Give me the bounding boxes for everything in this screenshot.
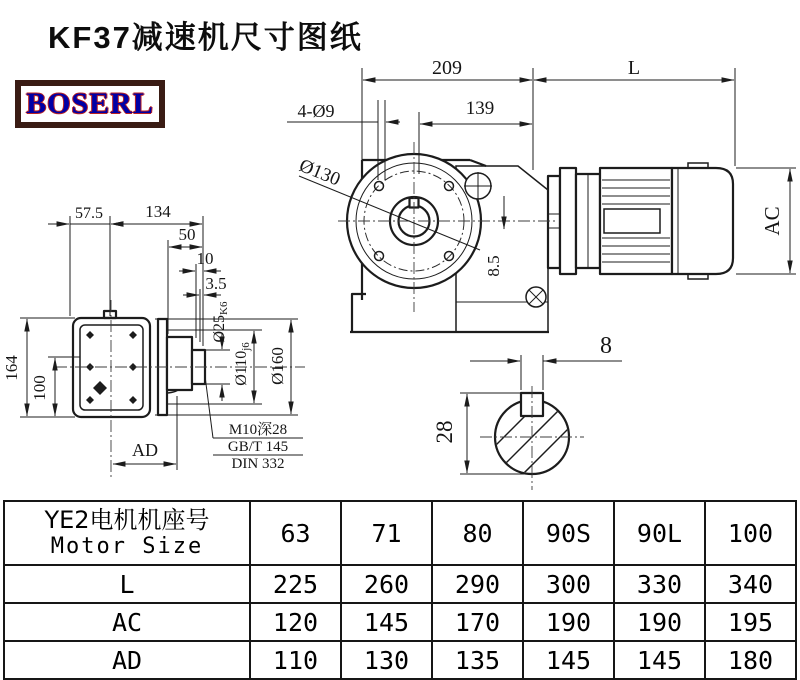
- dim-label-pilot-dia: [233, 342, 252, 386]
- dimension-table: [3, 500, 797, 680]
- dim-label-L: L: [627, 57, 641, 79]
- dim-label-4-holes: 4-Ø9: [297, 101, 335, 121]
- table-cell: 145: [523, 641, 614, 679]
- row-label-AD: AD: [4, 641, 250, 679]
- dim-label-57-5: 57.5: [75, 205, 103, 222]
- table-cell: 330: [614, 565, 705, 603]
- dim-label-3-5: 3.5: [205, 274, 227, 293]
- table-cell: 195: [705, 603, 796, 641]
- dim-label-key-width: 8: [600, 333, 612, 359]
- dim-label-10: 10: [196, 249, 214, 268]
- table-row-L: [4, 565, 796, 603]
- brand-logo-text: BOSERL: [26, 87, 154, 120]
- dim-label-209: 209: [432, 57, 462, 79]
- dim-label-50: 50: [178, 225, 196, 244]
- table-col-80: 80: [432, 501, 523, 565]
- table-cell: 340: [705, 565, 796, 603]
- dim-label-AD: AD: [132, 440, 158, 460]
- note-tapped-hole: M10深28: [228, 422, 288, 438]
- note-din-standard: DIN 332: [231, 456, 285, 472]
- dim-label-134: 134: [145, 202, 171, 221]
- dim-label-shaft-dia: [211, 301, 230, 343]
- motor-side-view: [548, 163, 733, 279]
- table-cell: 110: [250, 641, 341, 679]
- dim-label-key-height: 28: [432, 420, 457, 444]
- motor-fan-cover: [672, 168, 733, 274]
- note-gb-standard: GB/T 145: [227, 439, 289, 455]
- row-label-L: L: [4, 565, 250, 603]
- dim-label-139: 139: [465, 98, 495, 119]
- table-header-en: Motor Size: [50, 534, 204, 559]
- dim-label-flange-dia: Ø130: [296, 155, 344, 191]
- dim-label-AC: AC: [760, 206, 784, 236]
- row-label-AC: AC: [4, 603, 250, 641]
- table-cell: 145: [614, 641, 705, 679]
- table-header-row: [4, 501, 796, 565]
- dim-label-100: 100: [30, 375, 49, 401]
- table-cell: 225: [250, 565, 341, 603]
- table-cell: 130: [341, 641, 432, 679]
- table-cell: 120: [250, 603, 341, 641]
- table-col-100: 100: [705, 501, 796, 565]
- pilot-dia-tolerance: j6: [240, 342, 252, 351]
- dim-label-8-5: 8.5: [484, 255, 503, 277]
- shaft-section-detail: [432, 333, 622, 490]
- table-col-90L: 90L: [614, 501, 705, 565]
- table-cell: 170: [432, 603, 523, 641]
- table-row-AD: [4, 641, 796, 679]
- table-cell: 260: [341, 565, 432, 603]
- table-cell: 290: [432, 565, 523, 603]
- table-cell: 190: [523, 603, 614, 641]
- table-header-motor-size: [4, 501, 250, 565]
- table-cell: 145: [341, 603, 432, 641]
- table-cell: 135: [432, 641, 523, 679]
- table-header-zh: YE2电机机座号: [44, 506, 210, 534]
- shaft-dia-value: Ø25: [211, 314, 228, 343]
- dim-label-flange-od: Ø160: [268, 347, 287, 385]
- shaft-collar: [167, 337, 192, 390]
- table-col-90S: 90S: [523, 501, 614, 565]
- dim-label-164: 164: [2, 355, 21, 381]
- table-cell: 180: [705, 641, 796, 679]
- pilot-dia-value: Ø110: [233, 350, 250, 386]
- table-cell: 190: [614, 603, 705, 641]
- table-col-63: 63: [250, 501, 341, 565]
- shaft-dia-tolerance: K6: [218, 301, 230, 315]
- page-title: KF37减速机尺寸图纸: [48, 20, 363, 55]
- table-row-AC: [4, 603, 796, 641]
- table-col-71: 71: [341, 501, 432, 565]
- table-cell: 300: [523, 565, 614, 603]
